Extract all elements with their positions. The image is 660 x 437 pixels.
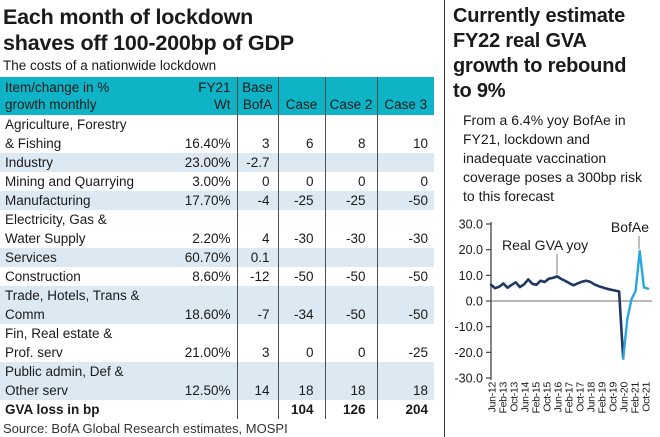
header-case2-column: Case 2: [325, 77, 377, 115]
y-axis-label: -10.0: [454, 320, 483, 335]
cell-case3: -30: [377, 210, 434, 248]
cell-bofa: 14: [237, 362, 278, 400]
y-axis-label: 20.0: [458, 243, 483, 258]
row-label: Electricity, Gas & Water Supply: [5, 212, 107, 246]
y-axis-label: -20.0: [454, 345, 483, 360]
cell-bofa: -4: [237, 191, 278, 210]
cell-wt: 21.00%: [184, 345, 231, 360]
header-case-column: Case: [278, 77, 325, 115]
cell-bofa: -2.7: [237, 153, 278, 172]
row-label: Public admin, Def & Other serv: [5, 364, 124, 398]
cell-bofa: 3: [237, 115, 278, 153]
gva-line-chart: [445, 216, 660, 434]
left-title: [3, 4, 444, 56]
cell-case: [278, 153, 325, 172]
left-title-line1: Each month of lockdown: [3, 5, 254, 29]
x-axis-label: Feb-19: [596, 382, 609, 414]
cell-bofa: -7: [237, 286, 278, 324]
right-panel: [445, 0, 660, 437]
x-axis-label: Feb-21: [629, 382, 642, 414]
cell-wt: 16.40%: [184, 136, 231, 151]
cell-wt: 8.60%: [192, 269, 231, 284]
row-label: GVA loss in bp: [5, 402, 100, 417]
cell-case: -34: [278, 286, 325, 324]
cell-wt: 23.00%: [184, 155, 231, 170]
x-axis-label: Jun-20: [618, 382, 631, 413]
table-header-row: [0, 77, 434, 115]
cell-bofa: -12: [237, 267, 278, 286]
cell-case: -25: [278, 191, 325, 210]
cell-case2: [325, 153, 377, 172]
cell-case3: 10: [377, 115, 434, 153]
x-axis-label: Feb-15: [530, 382, 543, 414]
cell-case3: -50: [377, 267, 434, 286]
cell-case: -50: [278, 267, 325, 286]
cell-wt: 17.70%: [184, 193, 231, 208]
cell-wt: 3.00%: [192, 174, 231, 189]
cell-case2: -50: [325, 286, 377, 324]
left-title-line2: shaves off 100-200bp of GDP: [3, 31, 294, 55]
row-label: Fin, Real estate & Prof. serv: [5, 326, 113, 360]
table-subtitle: The costs of a nationwide lockdown: [3, 58, 217, 73]
cell-case2: -30: [325, 210, 377, 248]
table-row: [0, 172, 434, 191]
table-row: [0, 210, 434, 248]
lockdown-cost-table: [0, 77, 434, 419]
cell-case2: 0: [325, 172, 377, 191]
cell-case: 0: [278, 172, 325, 191]
table-row: [0, 324, 434, 362]
x-axis-label: Oct-13: [508, 382, 521, 412]
y-axis-label: 30.0: [458, 217, 483, 232]
cell-case2: [325, 248, 377, 267]
cell-case3: -50: [377, 191, 434, 210]
commentary-text: From a 6.4% yoy BofAe in FY21, lockdown and inadequate vaccination coverage poses a 300bp risk to this forecast: [463, 112, 642, 204]
row-label: Trade, Hotels, Trans & Comm: [5, 288, 140, 322]
cell-case2: 126: [325, 400, 377, 419]
cell-case: 104: [278, 400, 325, 419]
cell-case: -30: [278, 210, 325, 248]
cell-wt: 60.70%: [184, 250, 231, 265]
cell-bofa: 4: [237, 210, 278, 248]
cell-case2: -25: [325, 191, 377, 210]
x-axis-label: Feb-17: [563, 382, 576, 414]
cell-case: 18: [278, 362, 325, 400]
cell-case: 6: [278, 115, 325, 153]
cell-case3: 0: [377, 172, 434, 191]
x-axis-label: Feb-13: [497, 382, 510, 414]
cell-case2: 0: [325, 324, 377, 362]
cell-case3: [377, 248, 434, 267]
table-row: [0, 153, 434, 172]
x-axis-label: Jun-14: [519, 382, 532, 413]
table-row: [0, 362, 434, 400]
header-base-bofa-column: Base BofA: [237, 77, 278, 115]
y-axis-label: -30.0: [454, 371, 483, 386]
cell-wt: 2.20%: [192, 231, 231, 246]
row-label: Manufacturing: [5, 193, 91, 208]
series-real-gva-line: [491, 276, 623, 358]
right-title: Currently estimate FY22 real GVA growth to rebound to 9%: [453, 5, 627, 102]
x-axis-label: Oct-19: [607, 382, 620, 412]
x-axis-label: Jun-16: [552, 382, 565, 413]
x-axis-label: Oct-15: [541, 382, 554, 412]
header-case3-column: Case 3: [377, 77, 434, 115]
cell-case3: [377, 153, 434, 172]
cell-case3: 18: [377, 362, 434, 400]
row-label: Services: [5, 250, 57, 265]
y-axis-label: 0.0: [465, 294, 483, 309]
series-bofae-line: [623, 251, 648, 359]
cell-case: 0: [278, 324, 325, 362]
table-row: [0, 248, 434, 267]
header-fy21-wt-column: FY21 Wt: [172, 77, 237, 115]
row-label: Mining and Quarrying: [5, 174, 135, 189]
table-row: [0, 267, 434, 286]
gva-chart-svg: [445, 216, 655, 429]
cell-bofa: [237, 400, 278, 419]
cell-bofa: 0.1: [237, 248, 278, 267]
table-row: [0, 191, 434, 210]
annotation-real-gva: Real GVA yoy: [502, 237, 589, 253]
cell-bofa: 3: [237, 324, 278, 362]
cell-case: [278, 248, 325, 267]
table-row: [0, 115, 434, 153]
cell-wt: 18.60%: [184, 307, 231, 322]
table-row: [0, 400, 434, 419]
cell-bofa: 0: [237, 172, 278, 191]
cell-case3: 204: [377, 400, 434, 419]
cell-wt: 12.50%: [184, 383, 231, 398]
table-row: [0, 286, 434, 324]
source-note: Source: BofA Global Research estimates, MOSPI: [3, 421, 288, 436]
cell-case3: -50: [377, 286, 434, 324]
row-label: Agriculture, Forestry & Fishing: [5, 117, 127, 151]
y-axis-label: 10.0: [458, 268, 483, 283]
annotation-bofae: BofAe: [610, 219, 649, 235]
cell-case3: -25: [377, 324, 434, 362]
cell-case2: -50: [325, 267, 377, 286]
cell-wt: [172, 400, 237, 419]
x-axis-label: Jun-12: [486, 382, 499, 413]
cell-case2: 18: [325, 362, 377, 400]
x-axis-label: Oct-21: [640, 382, 653, 412]
row-label: Industry: [5, 155, 54, 170]
cell-case2: 8: [325, 115, 377, 153]
x-axis-label: Jun-18: [585, 382, 598, 413]
row-label: Construction: [5, 269, 81, 284]
x-axis-label: Oct-17: [574, 382, 587, 412]
header-item-column: Item/change in % growth monthly: [0, 77, 172, 115]
